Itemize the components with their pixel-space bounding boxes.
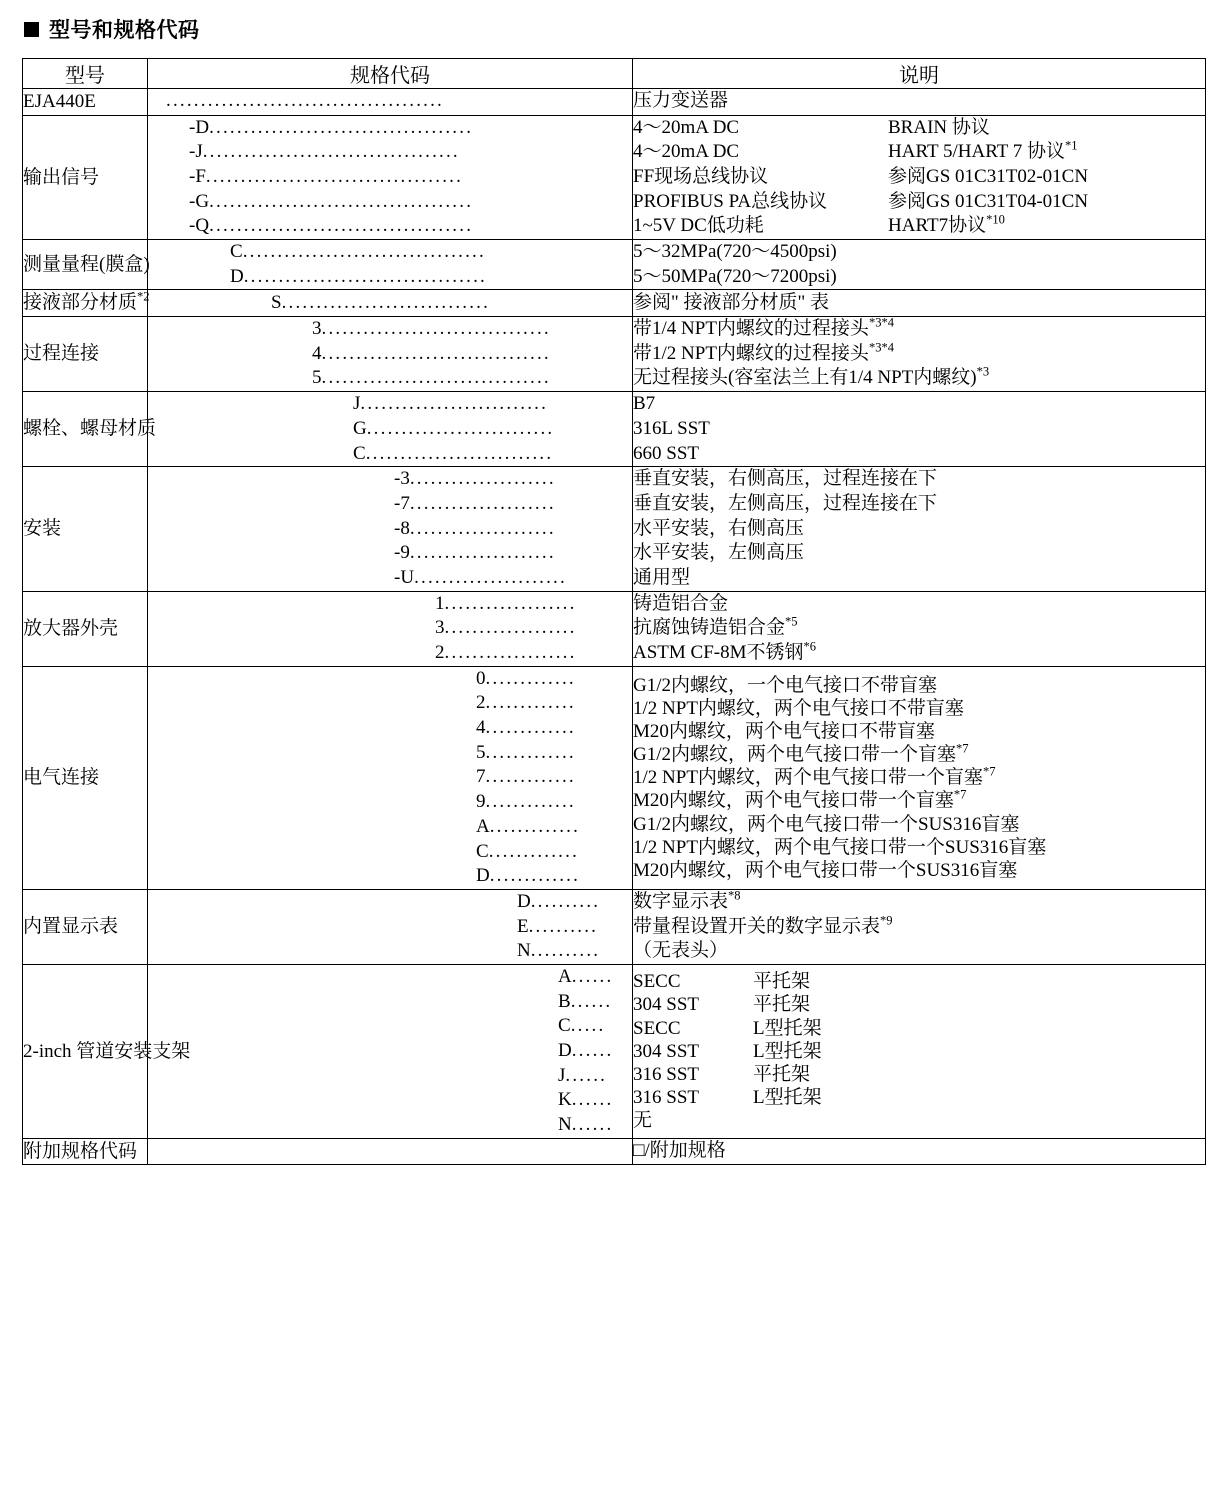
spec-code-line: 5................................. — [312, 367, 551, 389]
table-header-row — [23, 59, 1206, 89]
spec-description-line: 垂直安装，右侧高压，过程连接在下 — [633, 468, 938, 490]
spec-description-line: （无表头） — [633, 940, 729, 962]
spec-description-line: 316 SST 平托架 — [633, 1063, 811, 1085]
table-row — [23, 392, 1206, 467]
spec-code-line: 5............. — [476, 741, 576, 763]
spec-description-line: 水平安装，右侧高压 — [633, 517, 805, 539]
spec-description-line: 带1/2 NPT内螺纹的过程接头$^{*3*4}$ — [633, 340, 894, 364]
spec-code-cell — [148, 591, 633, 666]
spec-name: 2-inch 管道安装支架 — [23, 964, 148, 1138]
model-spec-table — [22, 58, 1206, 1165]
spec-code-cell — [148, 467, 633, 591]
spec-code-line: D............. — [476, 865, 581, 887]
spec-description-line: SECC L型托架 — [633, 1017, 822, 1039]
spec-description-line: PROFIBUS PA总线协议 参阅GS 01C31T04-01CN — [633, 190, 1089, 212]
spec-description-line: 带量程设置开关的数字显示表$^{*9}$ — [633, 913, 893, 937]
spec-description-line: 无 — [633, 1110, 653, 1132]
spec-description-line: 1/2 NPT内螺纹，两个电气接口带一个SUS316盲塞 — [633, 836, 1047, 858]
spec-code-line: 9............. — [476, 791, 576, 813]
spec-code-cell — [148, 115, 633, 239]
spec-description-line: 抗腐蚀铸造铝合金$^{*5}$ — [633, 615, 798, 639]
table-row — [23, 889, 1206, 964]
spec-code-line: N.......... — [517, 940, 601, 962]
spec-description-line: 304 SST 平托架 — [633, 994, 811, 1016]
spec-description-cell — [633, 240, 1206, 290]
spec-description-line: 316L SST — [633, 417, 710, 439]
spec-name: 接液部分材质$^{*2}$ — [23, 290, 148, 317]
table-row — [23, 591, 1206, 666]
table-row — [23, 666, 1206, 889]
spec-code-line: -7..................... — [394, 492, 556, 514]
spec-description-cell — [633, 392, 1206, 467]
spec-name: 放大器外壳 — [23, 591, 148, 666]
spec-description-line: 5～32MPa(720～4500psi) — [633, 241, 837, 263]
spec-name: 螺栓、螺母材质 — [23, 392, 148, 467]
spec-code-line: D.......... — [517, 890, 601, 912]
table-row — [23, 290, 1206, 317]
column-header-1: 型号 — [23, 59, 148, 89]
spec-code-line: C........................... — [353, 442, 554, 464]
spec-description-line: G1/2内螺纹，两个电气接口带一个SUS316盲塞 — [633, 813, 1020, 835]
spec-description-line: ASTM CF-8M不锈钢$^{*6}$ — [633, 639, 817, 664]
spec-code-line: -D...................................... — [189, 116, 474, 138]
spec-name: 输出信号 — [23, 115, 148, 239]
spec-description-line: 无过程接头(容室法兰上有1/4 NPT内螺纹)$^{*3}$ — [633, 365, 990, 389]
spec-description-cell — [633, 1138, 1206, 1165]
spec-description-line: 660 SST — [633, 442, 699, 464]
page-title-text: 型号和规格代码 — [49, 19, 200, 42]
spec-code-line: A............. — [476, 815, 581, 837]
spec-code-cell — [148, 666, 633, 889]
column-header-3: 说明 — [633, 59, 1206, 89]
spec-code-line: J...... — [558, 1064, 608, 1086]
spec-code-line: S.............................. — [271, 291, 491, 313]
spec-code-line: 4............. — [476, 717, 576, 739]
spec-description-line: 铸造铝合金 — [633, 592, 729, 614]
spec-description-line: 1/2 NPT内螺纹，两个电气接口不带盲塞 — [633, 697, 964, 719]
spec-description-line: FF现场总线协议 参阅GS 01C31T02-01CN — [633, 166, 1089, 188]
spec-description-line: 带1/4 NPT内螺纹的过程接头$^{*3*4}$ — [633, 315, 894, 340]
spec-description-line: 参阅" 接液部分材质" 表 — [633, 291, 830, 313]
spec-description-line: 304 SST L型托架 — [633, 1040, 822, 1062]
table-row — [23, 1138, 1206, 1165]
spec-description-line: 1/2 NPT内螺纹，两个电气接口带一个盲塞$^{*7}$ — [633, 764, 996, 789]
spec-code-line: N...... — [558, 1114, 614, 1136]
spec-description-line: 压力变送器 — [633, 90, 729, 112]
spec-description-line: M20内螺纹，两个电气接口带一个盲塞$^{*7}$ — [633, 788, 967, 812]
spec-code-line: 2................... — [435, 642, 577, 664]
spec-code-cell — [148, 290, 633, 317]
table-row — [23, 89, 1206, 116]
spec-description-cell — [633, 115, 1206, 239]
spec-code-line: 7............. — [476, 766, 576, 788]
spec-description-line: M20内螺纹，两个电气接口不带盲塞 — [633, 720, 935, 742]
spec-code-line: E.......... — [517, 915, 599, 937]
spec-description-cell — [633, 591, 1206, 666]
column-header-2: 规格代码 — [148, 59, 633, 89]
table-row — [23, 115, 1206, 239]
spec-code-cell — [148, 964, 633, 1138]
spec-description-line: M20内螺纹，两个电气接口带一个SUS316盲塞 — [633, 859, 1018, 881]
page-title — [24, 14, 1205, 44]
spec-code-line: 1................... — [435, 592, 577, 614]
spec-code-cell — [148, 240, 633, 290]
spec-description-cell — [633, 666, 1206, 889]
spec-code-cell — [148, 392, 633, 467]
spec-code-line: -9..................... — [394, 542, 556, 564]
spec-name: 测量量程(膜盒) — [23, 240, 148, 290]
spec-name: 附加规格代码 — [23, 1138, 148, 1165]
spec-code-line: -3..................... — [394, 468, 556, 490]
spec-description-cell — [633, 889, 1206, 964]
spec-code-line: A...... — [558, 965, 614, 987]
spec-description-line: 4～20mA DC BRAIN 协议 — [633, 116, 990, 138]
spec-description-cell — [633, 317, 1206, 392]
spec-code-cell — [148, 889, 633, 964]
spec-description-line: G1/2内螺纹，两个电气接口带一个盲塞$^{*7}$ — [633, 741, 969, 766]
spec-code-line: -F..................................... — [189, 166, 464, 188]
spec-description-cell — [633, 290, 1206, 317]
spec-description-line: 4～20mA DC HART 5/HART 7 协议$^{*1}$ — [633, 139, 1078, 163]
spec-code-line: C..... — [558, 1015, 606, 1037]
spec-description-line: 通用型 — [633, 566, 691, 588]
table-row — [23, 240, 1206, 290]
spec-name: 内置显示表 — [23, 889, 148, 964]
spec-code-line: 3................................. — [312, 318, 551, 340]
spec-code-line: 4................................. — [312, 342, 551, 364]
spec-description-line: 316 SST L型托架 — [633, 1087, 822, 1109]
spec-code-line: 0............. — [476, 667, 576, 689]
spec-name: 电气连接 — [23, 666, 148, 889]
spec-code-line: 2............. — [476, 692, 576, 714]
spec-name: EJA440E — [23, 89, 148, 116]
spec-code-line: D................................... — [230, 265, 487, 287]
spec-code-line: -8..................... — [394, 517, 556, 539]
spec-code-line: J........................... — [353, 393, 549, 415]
spec-description-cell — [633, 467, 1206, 591]
spec-code-line: K...... — [558, 1089, 614, 1111]
table-row — [23, 317, 1206, 392]
spec-code-line: -Q...................................... — [189, 215, 474, 237]
spec-description-line: 5～50MPa(720～7200psi) — [633, 265, 837, 287]
spec-description-line: 垂直安装，左侧高压，过程连接在下 — [633, 492, 938, 514]
spec-code-line: B...... — [558, 990, 613, 1012]
spec-description-cell — [633, 964, 1206, 1138]
bullet-square-icon — [24, 22, 39, 37]
spec-code-line: G........................... — [353, 417, 555, 439]
spec-description-line: SECC 平托架 — [633, 971, 811, 993]
spec-code-line: D...... — [558, 1040, 614, 1062]
spec-code-line: C................................... — [230, 241, 486, 263]
spec-code-line: ........................................ — [166, 90, 444, 112]
spec-description-line: 1~5V DC低功耗 HART7协议$^{*10}$ — [633, 213, 1005, 237]
table-row — [23, 964, 1206, 1138]
spec-description-line: B7 — [633, 393, 656, 415]
table-row — [23, 467, 1206, 591]
spec-code-line: -U...................... — [394, 566, 567, 588]
spec-description-line: 数字显示表$^{*8}$ — [633, 888, 741, 912]
spec-code-line: 3................... — [435, 617, 577, 639]
spec-code-cell — [148, 1138, 633, 1165]
spec-description-cell — [633, 89, 1206, 116]
spec-code-cell — [148, 89, 633, 116]
spec-description-line: G1/2内螺纹，一个电气接口不带盲塞 — [633, 674, 938, 696]
spec-code-cell — [148, 317, 633, 392]
spec-name: 安装 — [23, 467, 148, 591]
spec-code-line: -J..................................... — [189, 141, 460, 163]
spec-code-line: -G...................................... — [189, 190, 474, 212]
spec-code-line: C............. — [476, 840, 580, 862]
spec-description-line: □/附加规格 — [633, 1140, 726, 1162]
spec-name: 过程连接 — [23, 317, 148, 392]
spec-description-line: 水平安装，左侧高压 — [633, 542, 805, 564]
table-body — [23, 59, 1206, 1165]
